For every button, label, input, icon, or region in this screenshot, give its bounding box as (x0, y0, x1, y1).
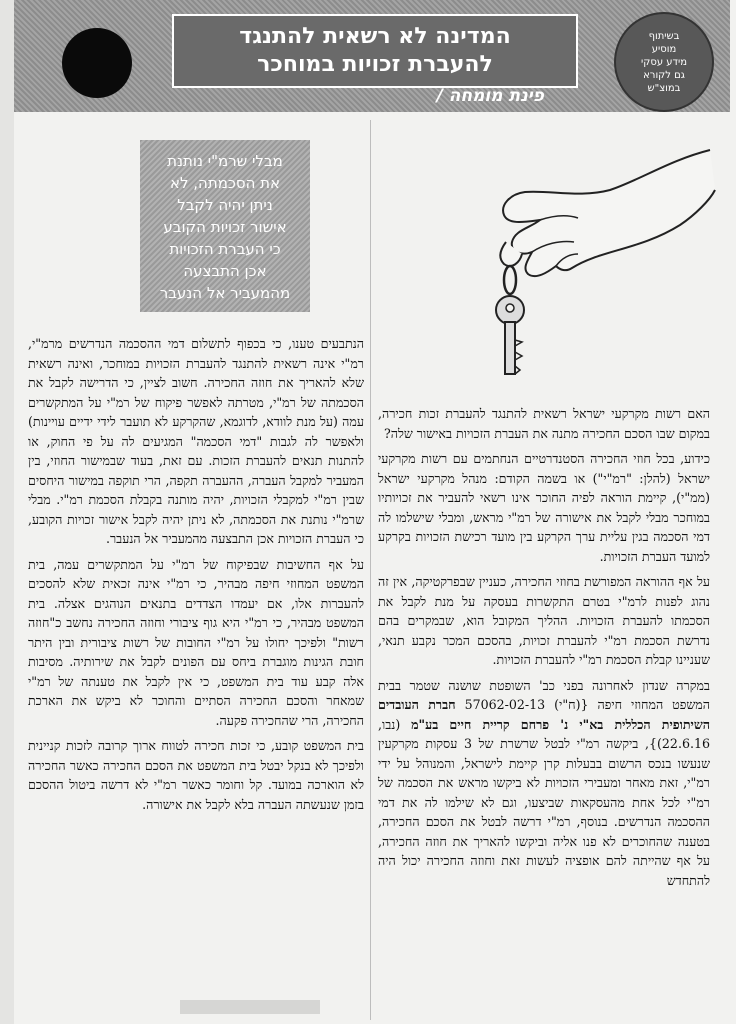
badge-line: מוסיע (651, 43, 677, 55)
black-circle-graphic (62, 28, 132, 98)
quote-line: את הסכמתה, לא (169, 174, 281, 192)
badge-line: בשיתוף (648, 30, 680, 42)
badge-line: במוצ"ש (647, 82, 681, 94)
quote-line: אישור זכויות הקובע (163, 218, 287, 236)
body-paragraph: על אף החשיבות שבפיקוח של רמ"י על המתקשרים עמה, בית המשפט המחוזי חיפה מבהיר, כי רמ"י אינה זכאית שלא להסכים להעברות אלו, אם יעמדו הצדדים בתנאים הנוהגים אצלה. בית המשפט מבהיר, כי רמ"י היא גוף ציבורי וחוזה החכירה נחשב כ"חוזה רשות" ולפיכך יחולו על רמ"י החובות של רשות ציבורית ובין היתר חובת הגינות מוגברת ביחס עם הפונים לקבל את שירותיה. מסיבות אלה קבע עוד בית המשפט, כי אין לקבל את טענתה של רמ"י שמאחר והסכם החכירה הסתיים והחוכר לא ביקש את הארכת החכירה, הרי שהחכירה פקעה. (28, 556, 364, 728)
body-paragraph: כידוע, בכל חוזי החכירה הסטנדרטיים הנחתמים עם רשות מקרקעי ישראל (להלן: "רמ"י") או בשמה הקודם: מנהל מקרקעי ישראל (ממ"י), קיימת הוראה לפיה החוכר אינו רשאי להעביר את זכויותיו במוחכר מבלי לקבל את אישורה של רמ"י מראש, ומבלי שישלמו לה דמי הסכמה בגין עליית ערך הקרקע בין מועד רכישת הזכויות בקרקע למועד העברת הזכויות. (378, 451, 710, 564)
badge-line: מידע עסקי (641, 56, 688, 68)
scan-margin (0, 0, 14, 1024)
quote-line: מבלי שרמ"י נותנת (167, 152, 283, 170)
hand-holding-key-illustration (470, 130, 720, 380)
quote-line: כי העברת הזכויות (169, 240, 281, 258)
quote-line: אכן התבצעה (183, 262, 267, 280)
badge-line: גם לקורא (643, 69, 685, 81)
headline-box (172, 14, 578, 88)
body-paragraph (378, 676, 710, 891)
section-label: פינת מומחה / (436, 86, 544, 106)
case-name: חברת העובדים השיתופית הכללית בא"י נ' פרחם קריית חיים בע"מ (378, 697, 710, 732)
body-paragraph: בית המשפט קובע, כי זכות חכירה לטווח ארוך קרובה לזכות קניינית ולפיכך לא בנקל יבטל בית המשפט את הסכם החכירה כאשר החכירה לא הוארכה במועד. קל וחומר כאשר רמ"י לא דרשה ביטול ההסכם בזמן שנעשתה העברה בלא לקבל את אישורה. (28, 738, 364, 812)
column-divider (370, 120, 371, 1020)
headline-line-1: המדינה לא רשאית להתנגד (239, 24, 511, 49)
quote-line: מהמעביר אל הנעבר (159, 284, 291, 302)
case-text: במקרה שנדון לאחרונה בפני כב' השופטת שושנה שטמר בבית המשפט המחוזי חיפה {(ח"י) 57062-02-13 (378, 677, 710, 712)
headline-line-2: להעברת זכויות במוחכר (257, 52, 493, 77)
right-column (378, 404, 710, 896)
left-column (28, 334, 364, 820)
body-paragraph: על אף ההוראה המפורשת בחוזי החכירה, כעניין שבפרקטיקה, אין זה נהוג לפנות לרמ"י בטרם התקשרות בעסקה על מנת לקבל את הסכמתו להעברת הזכויות. ההליך המקובל הוא, שבמקרים בהם נדרשת הסכמת רמ"י להעברת זכויות, בהסכם המכר נקבע תנאי, שעניינו קבלת הסכמת רמ"י להעברת הזכויות. (378, 574, 710, 667)
pull-quote (140, 140, 310, 312)
header-band (14, 0, 730, 112)
torn-paper-strip (180, 1000, 320, 1014)
case-text: (נבו, 22.6.16)}, ביקשה רמ"י לבטל שרשרת של 3 עסקות מקרקעין שנעשו בנכס הרשום בבעלות קרן קיימת לישראל, והמנוהל על ידי רמ"י, זאת מאחר ומעבירי הזכויות לא ביקשו מראש את הסכמה של רמ"י לכל אחת מהעסקאות שביצעו, וגם לא שילמו לה את דמי ההסכמה הנדרשים. בנוסף, רמ"י דרשה לבטל את הסכם החכירה, בטענה שהחוכרים לא פנו אליה וביקשו להאריך את חוזה החכירה, על אף שהייתה להם אופציה לעשות זאת וחוזה החכירה יכול היה להתחדש (378, 716, 710, 888)
sponsor-badge (614, 12, 714, 112)
intro-question: האם רשות מקרקעי ישראל רשאית להתנגד להעברת זכות חכירה, במקום שבו הסכם החכירה מתנה את העברת הזכויות באישור שלה? (378, 406, 710, 441)
body-paragraph: הנתבעים טענו, כי בכפוף לתשלום דמי ההסכמה הנדרשים מרמ"י, רמ"י אינה רשאית להתנגד להעברת הזכויות במוחכר, ואינה רשאית שלא להאריך את חוזה החכירה. חשוב לציין, כי הדרישה לקבל את הסכמתה של רמ"י, מטרתה לאפשר פיקוח של רמ"י על המתקשרים עמה (על מנת לוודא, לדוגמא, שהקרקע לא תועבר לידי ידיים עויינות) ולאפשר לה לגבות "דמי הסכמה" המגיעים לה על פי החוק, או להתנות תנאים להעברת הזכות. עם זאת, בעוד שבמישור החוזי, בין המעביר למקבל העברה, ההעברה תקפה, הרי תוקפה במישור היחסים שבין רמ"י למקבלי הזכויות, יהיה מותנה בקבלת הסכמת רמ"י. מבלי שרמ"י נותנת את הסכמתה, לא ניתן יהיה לקבל אישור זכויות הקובע, כי העברת הזכויות אכן התבצעה מהמעביר אל הנעבר. (28, 336, 364, 546)
quote-line: ניתן יהיה לקבל (177, 196, 273, 214)
